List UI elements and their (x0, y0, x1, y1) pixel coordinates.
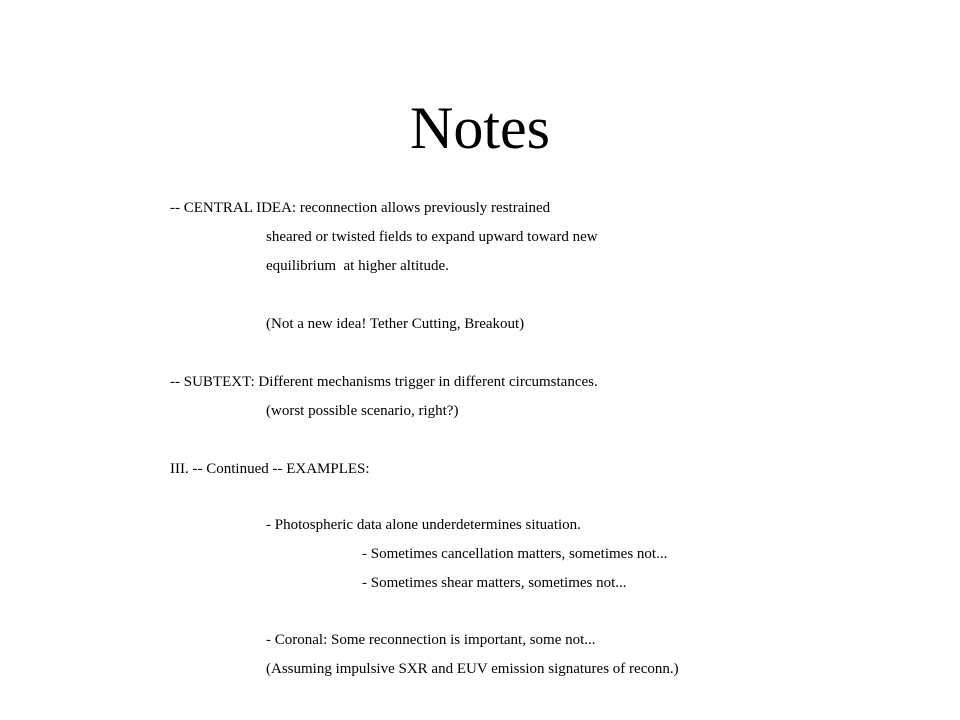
slide-title: Notes (410, 95, 550, 161)
shear-subitem: - Sometimes shear matters, sometimes not... (362, 575, 627, 591)
central-idea-line: -- CENTRAL IDEA: reconnection allows previously restrained (170, 200, 551, 216)
not-new-idea-note: (Not a new idea! Tether Cutting, Breakout) (266, 316, 525, 332)
central-idea-continuation-2: equilibrium at higher altitude. (266, 258, 449, 274)
assumption-note: (Assuming impulsive SXR and EUV emission signatures of reconn.) (266, 661, 679, 677)
examples-heading: III. -- Continued -- EXAMPLES: (170, 461, 370, 477)
central-idea-continuation-1: sheared or twisted fields to expand upward toward new (266, 229, 598, 245)
subtext-line: -- SUBTEXT: Different mechanisms trigger in different circumstances. (170, 374, 598, 390)
cancellation-subitem: - Sometimes cancellation matters, sometimes not... (362, 546, 668, 562)
coronal-item: - Coronal: Some reconnection is important, some not... (266, 632, 596, 648)
subtext-continuation: (worst possible scenario, right?) (266, 403, 459, 419)
photospheric-item: - Photospheric data alone underdetermines situation. (266, 517, 581, 533)
